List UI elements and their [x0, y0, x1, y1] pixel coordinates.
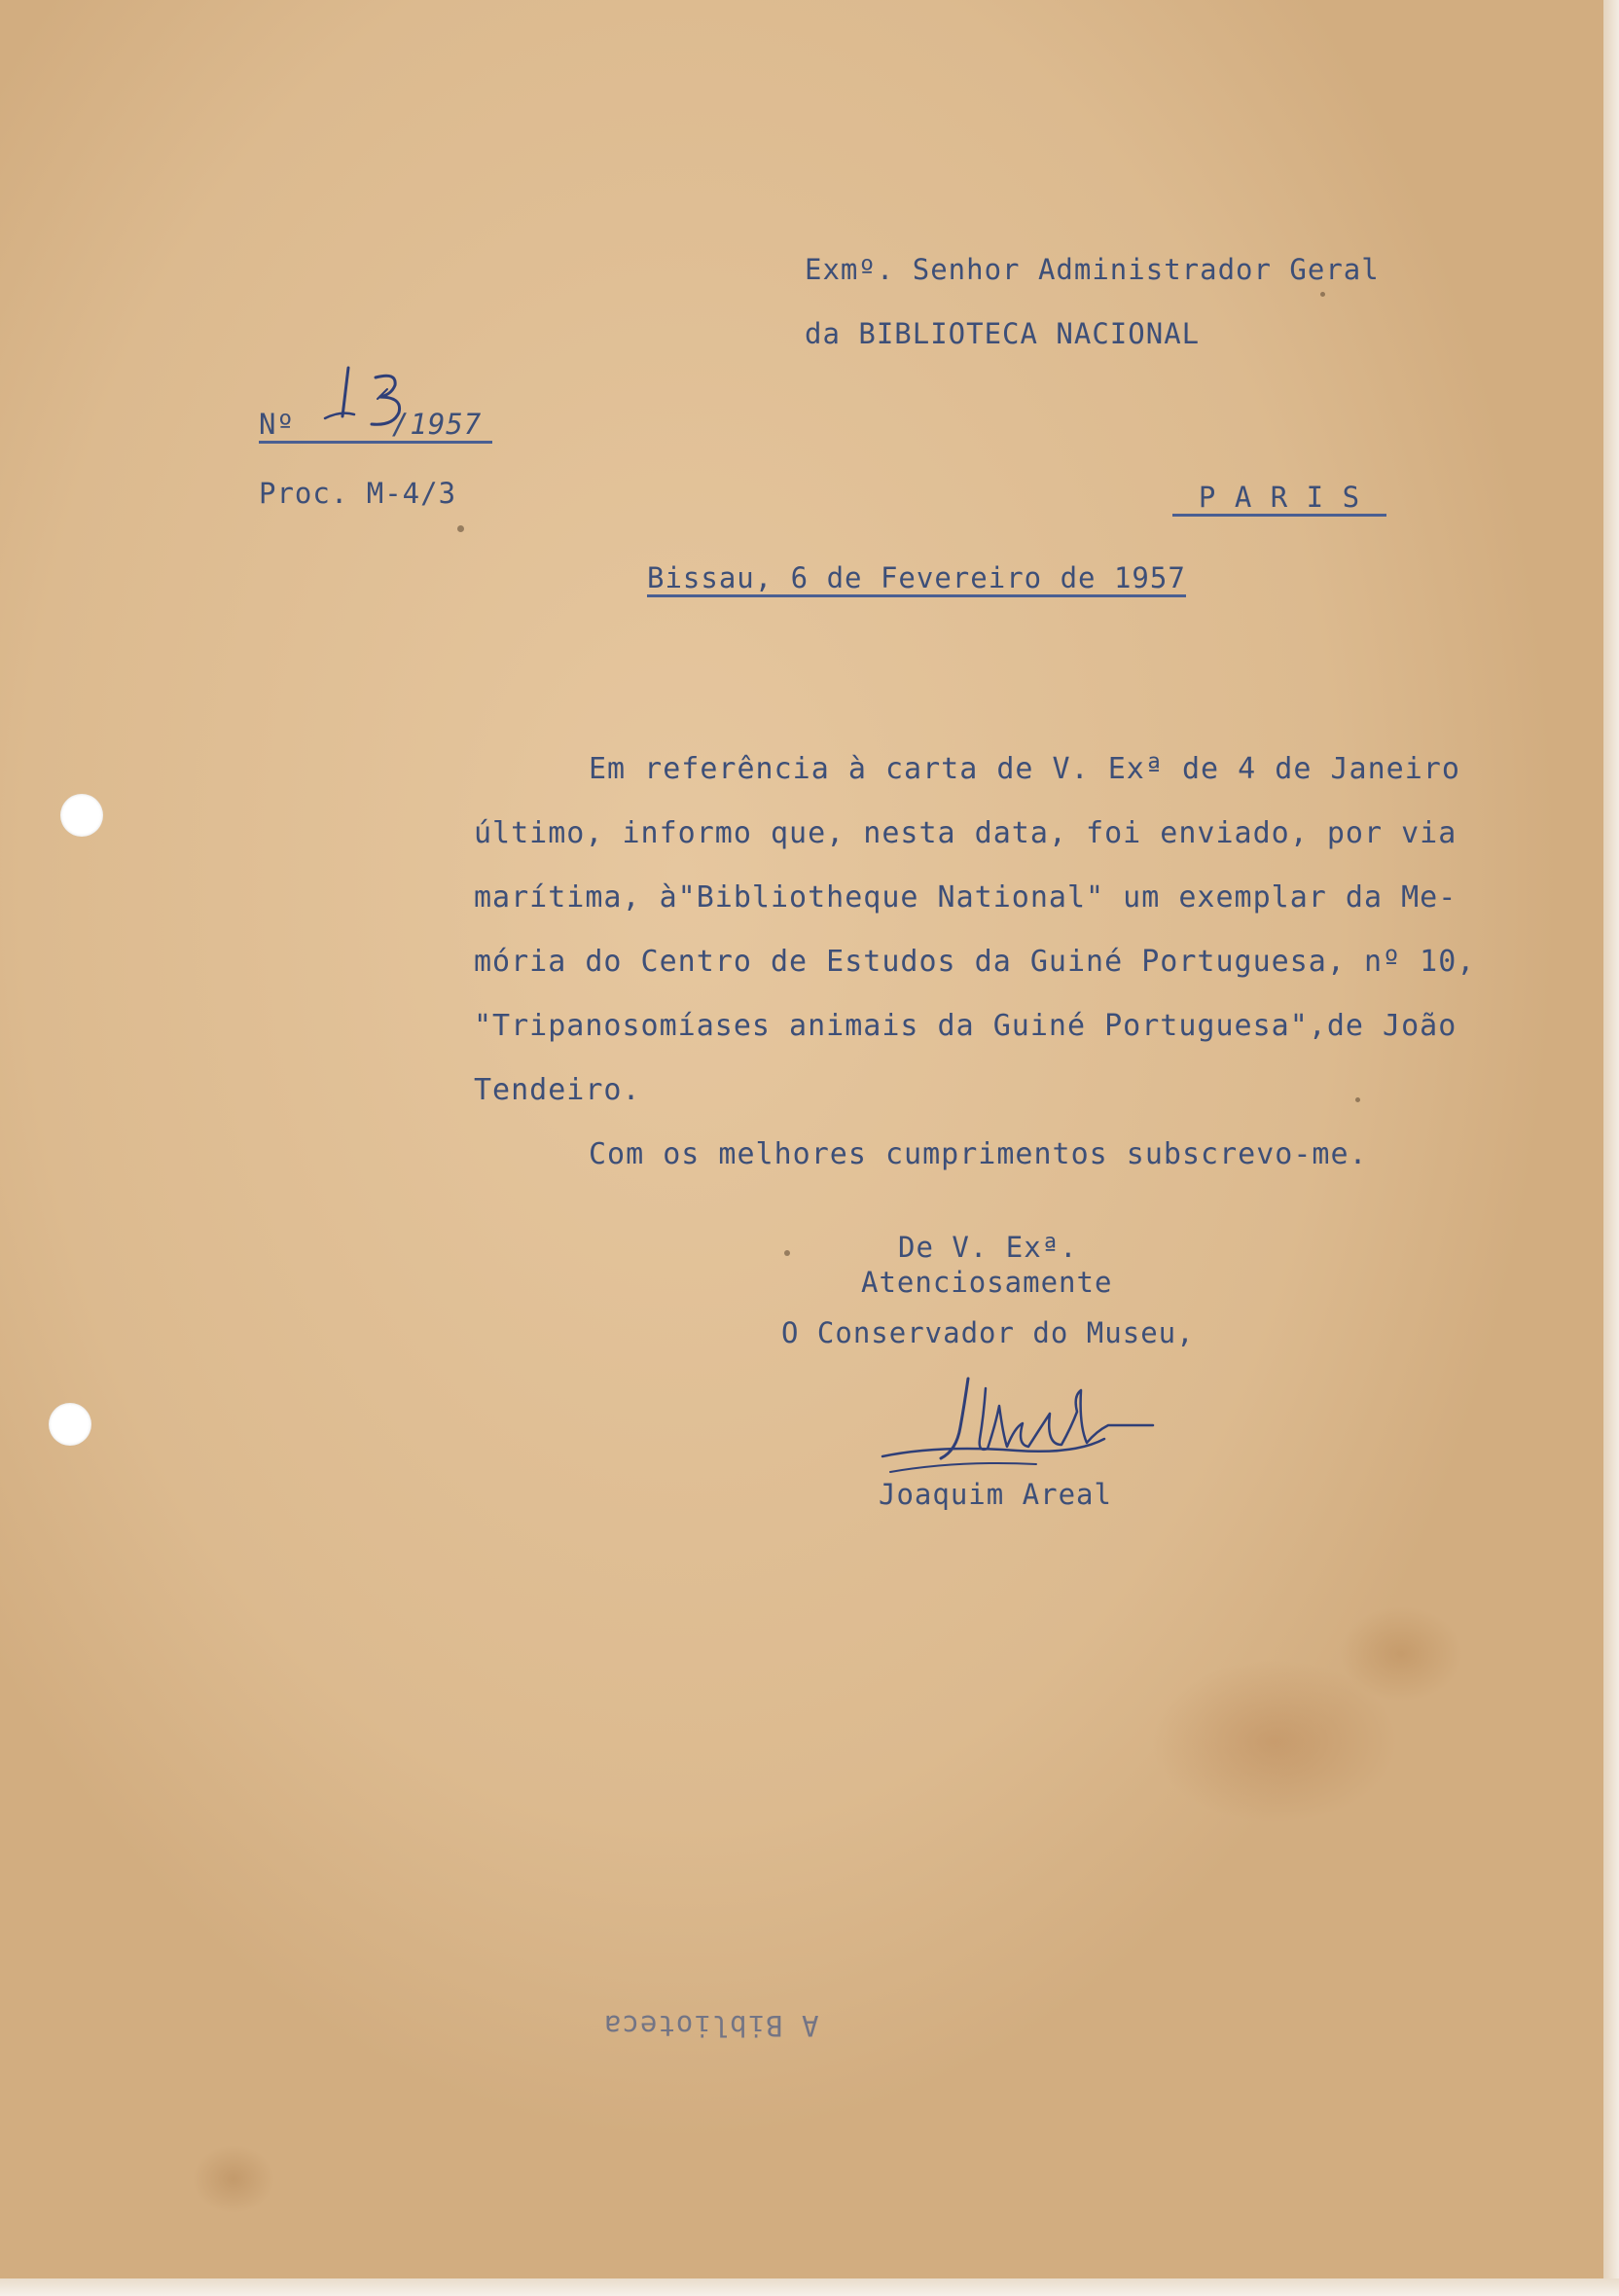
paper-speck	[784, 1250, 790, 1256]
letter-body	[474, 737, 1505, 1187]
date-line: Bissau, 6 de Fevereiro de 1957	[647, 564, 1186, 597]
reference-number-year: /1957	[391, 408, 483, 441]
paper-edge-bottom	[0, 2278, 1619, 2296]
handwritten-reference-number	[319, 360, 426, 438]
body-line: "Tripanosomíases animais da Guiné Portuguesa",de João	[474, 1009, 1457, 1043]
destination-city: P A R I S	[1172, 484, 1386, 517]
paper-speck	[457, 525, 464, 532]
body-line: mória do Centro de Estudos da Guiné Portuguesa, nº 10,	[474, 945, 1476, 979]
reference-number-prefix: Nº	[259, 408, 295, 441]
punch-hole-lower	[49, 1403, 91, 1446]
process-reference: Proc. M-4/3	[259, 477, 457, 510]
body-line: Tendeiro.	[474, 1073, 641, 1107]
valediction: Atenciosamente	[861, 1266, 1113, 1299]
show-through-text: A Biblioteca	[603, 2009, 819, 2042]
body-line: Em referência à carta de V. Exª de 4 de Janeiro	[589, 752, 1460, 786]
addressee-line-1: Exmº. Senhor Administrador Geral	[805, 253, 1380, 286]
paper-speck	[1320, 292, 1325, 297]
paper-edge-right	[1603, 0, 1619, 2296]
addressee-line-2: da BIBLIOTECA NACIONAL	[805, 317, 1201, 350]
salutation: De V. Exª.	[898, 1231, 1078, 1264]
body-line: último, informo que, nesta data, foi enviado, por via	[474, 816, 1457, 850]
body-line: marítima, à"Bibliotheque National" um exemplar da Me-	[474, 880, 1457, 915]
signer-title: O Conservador do Museu,	[781, 1316, 1195, 1349]
closing-line: Com os melhores cumprimentos subscrevo-me.	[589, 1137, 1368, 1171]
handwritten-signature	[871, 1367, 1172, 1489]
punch-hole-upper	[60, 794, 103, 837]
signer-name: Joaquim Areal	[879, 1478, 1112, 1511]
